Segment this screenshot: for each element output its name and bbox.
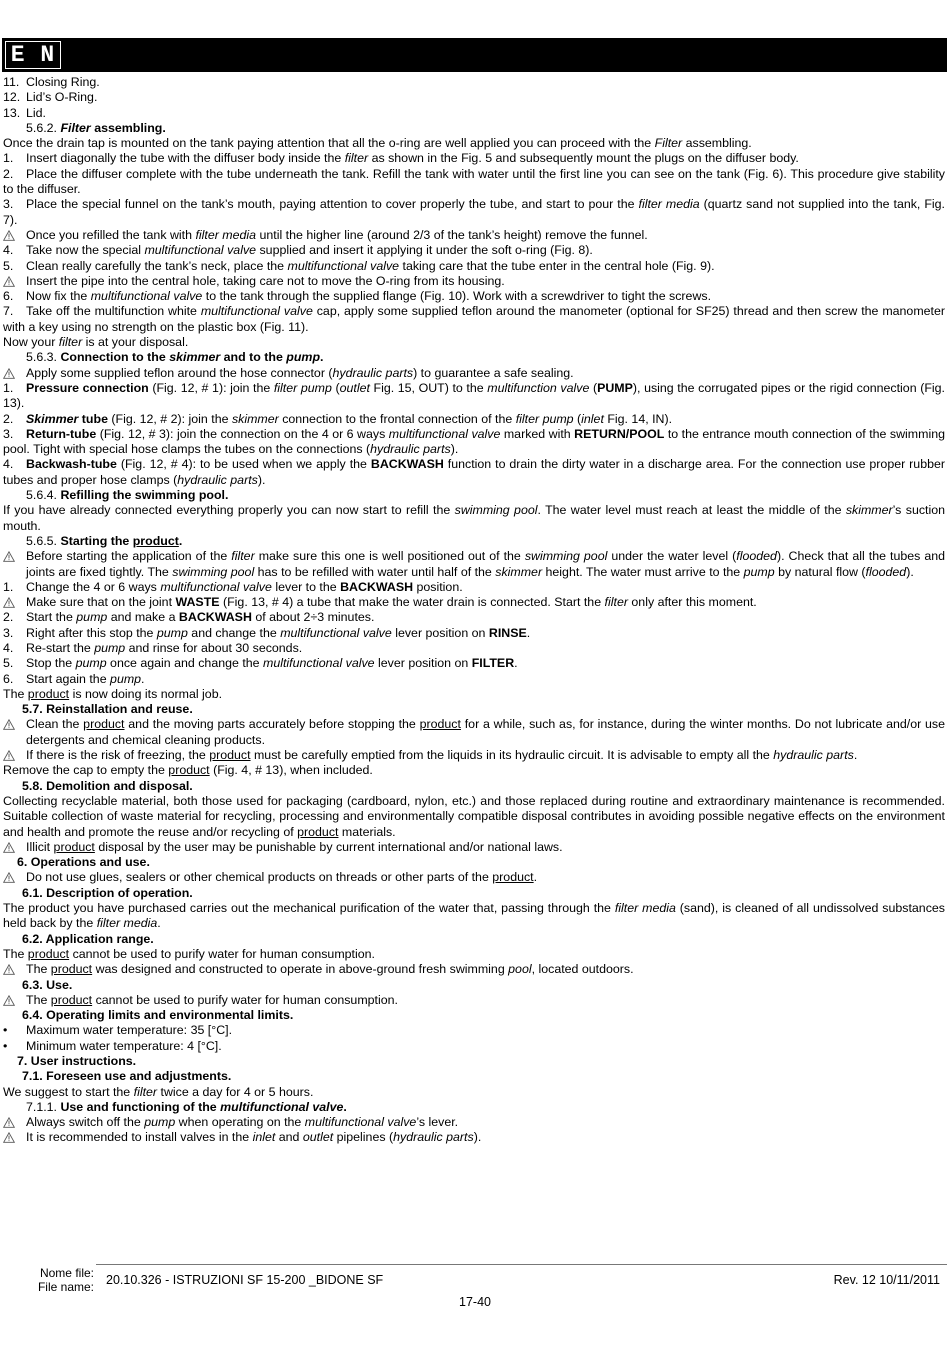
subsection-title: Refilling the swimming pool. xyxy=(60,488,229,503)
paragraph xyxy=(3,794,945,840)
line-text: Collecting recyclable material, both those used for packaging (cardboard, nylon, etc.) and those replaced during routine and extraordinary maintenance is recommended. Suitable collection of waste material for recycling, processing and environmentally compatible disposal contributes in avoiding possible negative effects on the environment and health and promote the reuse and/or recycling of product materials. xyxy=(3,793,945,839)
paragraph xyxy=(3,503,945,534)
line-text: Do not use glues, sealers or other chemical products on threads or other parts of the product. xyxy=(26,870,538,885)
list-marker: 3. xyxy=(3,197,14,212)
line-text: Now fix the multifunctional valve to the tank through the supplied flange (Fig. 10). Work with a screwdriver to tight the screws. xyxy=(26,289,712,304)
list-marker: 5. xyxy=(3,656,14,671)
subsection-heading xyxy=(3,350,945,365)
list-item xyxy=(3,626,945,641)
paragraph xyxy=(3,763,945,778)
line-text: If you have already connected everything properly you can now start to refill the swimming pool. The water level must reach at least the middle of the skimmer’s suction mouth. xyxy=(3,503,946,533)
line-text: 7.1. Foreseen use and adjustments. xyxy=(22,1069,232,1084)
language-code: E N xyxy=(5,41,61,69)
line-text: Take now the special multifunctional valve supplied and insert it applying it under the soft o-ring (Fig. 8). xyxy=(26,243,593,258)
list-item xyxy=(3,197,945,228)
list-item xyxy=(3,580,945,595)
line-text: We suggest to start the filter twice a day for 4 or 5 hours. xyxy=(3,1084,314,1099)
document-body xyxy=(3,75,945,1146)
line-text: Clean really carefully the tank’s neck, place the multifunctional valve taking care that the tube enter in the central hole (Fig. 9). xyxy=(26,258,715,273)
bullet-marker: • xyxy=(3,1038,8,1053)
subsection-number: 5.6.2. xyxy=(26,120,61,135)
warning-icon xyxy=(3,276,15,287)
warning-icon xyxy=(3,719,15,730)
page-number: 17-40 xyxy=(459,1295,491,1309)
warning-icon xyxy=(3,368,15,379)
line-text: 6. Operations and use. xyxy=(17,855,150,870)
line-text: 6.3. Use. xyxy=(22,977,73,992)
section-heading xyxy=(3,978,945,993)
subsection-title: Filter assembling. xyxy=(60,120,166,135)
line-text: Maximum water temperature: 35 [°C]. xyxy=(26,1023,233,1038)
list-marker: 4. xyxy=(3,640,14,655)
file-name-label-en: File name: xyxy=(37,1280,94,1294)
warning-icon xyxy=(3,964,15,975)
line-text: Apply some supplied teflon around the hose connector (hydraulic parts) to guarantee a safe sealing. xyxy=(26,365,574,380)
line-text: Start again the pump. xyxy=(26,671,145,686)
list-marker: 2. xyxy=(3,610,14,625)
paragraph xyxy=(3,947,945,962)
list-item xyxy=(3,457,945,488)
warning-note xyxy=(3,717,945,748)
list-item xyxy=(3,672,945,687)
list-item xyxy=(3,90,945,105)
line-text: The product is now doing its normal job. xyxy=(3,686,223,701)
list-item xyxy=(3,75,945,90)
line-text: Right after this stop the pump and change the multifunctional valve lever position on RINSE. xyxy=(26,625,531,640)
line-text: Start the pump and make a BACKWASH of about 2÷3 minutes. xyxy=(26,610,375,625)
bullet-marker: • xyxy=(3,1023,8,1038)
section-heading xyxy=(3,886,945,901)
list-item xyxy=(3,1023,945,1038)
paragraph xyxy=(3,687,945,702)
list-item xyxy=(3,412,945,427)
line-text: Skimmer tube (Fig. 12, # 2): join the skimmer connection to the frontal connection of the filter pump (inlet Fig. 14, IN). xyxy=(26,411,673,426)
subsection-number: 5.6.4. xyxy=(26,488,61,503)
list-marker: 12. xyxy=(3,90,21,105)
warning-note xyxy=(3,962,945,977)
section-heading xyxy=(3,1054,945,1069)
line-text: Now your filter is at your disposal. xyxy=(3,335,189,350)
list-marker: 13. xyxy=(3,105,21,120)
warning-icon xyxy=(3,750,15,761)
list-item xyxy=(3,289,945,304)
line-text: Re-start the pump and rinse for about 30 seconds. xyxy=(26,640,303,655)
warning-note xyxy=(3,993,945,1008)
list-marker: 4. xyxy=(3,457,14,472)
warning-note xyxy=(3,840,945,855)
line-text: 6.4. Operating limits and environmental limits. xyxy=(22,1008,294,1023)
line-text: Insert diagonally the tube with the diffuser body inside the filter as shown in the Fig. 5 and subsequently mount the plugs on the diffuser body. xyxy=(26,151,799,166)
line-text: Before starting the application of the filter make sure this one is well positioned out of the swimming pool under the water level (flooded). Check that all the tubes and joints are fixed tightly. The swimming pool has to be refilled with water until half of the skimmer height. The water must arrive to the pump by natural flow (flooded). xyxy=(26,549,946,579)
list-marker: 1. xyxy=(3,380,14,395)
line-text: The product cannot be used to purify water for human consumption. xyxy=(3,946,375,961)
subsection-title: Connection to the skimmer and to the pump. xyxy=(60,350,324,365)
line-text: Stop the pump once again and change the multifunctional valve lever position on FILTER. xyxy=(26,656,518,671)
list-item xyxy=(3,259,945,274)
page-footer xyxy=(0,1262,950,1322)
file-name: 20.10.326 - ISTRUZIONI SF 15-200 _BIDONE SF xyxy=(106,1273,384,1287)
line-text: 6.2. Application range. xyxy=(22,931,154,946)
list-item xyxy=(3,167,945,198)
list-item xyxy=(3,656,945,671)
line-text: Backwash-tube (Fig. 12, # 4): to be used when we apply the BACKWASH function to drain the dirty water in a discharge area. For the connection use proper rubber tubes and proper hose clamps (hydraulic parts). xyxy=(3,457,945,487)
section-heading xyxy=(3,1008,945,1023)
paragraph xyxy=(3,1085,945,1100)
line-text: 5.7. Reinstallation and reuse. xyxy=(22,702,193,717)
line-text: Clean the product and the moving parts accurately before stopping the product for a while, such as, for instance, during the winter months. Do not lubricate and/or use detergents and chemical cleaning products. xyxy=(26,717,946,747)
subsection-number: 5.6.3. xyxy=(26,350,61,365)
list-marker: 1. xyxy=(3,151,14,166)
line-text: 5.8. Demolition and disposal. xyxy=(22,778,193,793)
line-text: Return-tube (Fig. 12, # 3): join the connection on the 4 or 6 ways multifunctional valve marked with RETURN/POOL to the entrance mouth connection of the swimming pool. Tight with special hose clamps the tubes on the connections (hydraulic parts). xyxy=(3,426,945,457)
section-heading xyxy=(3,779,945,794)
subsection-number: 5.6.5. xyxy=(26,533,61,548)
subsection-title: Starting the product. xyxy=(60,533,183,548)
line-text: Minimum water temperature: 4 [°C]. xyxy=(26,1038,222,1053)
list-item xyxy=(3,1039,945,1054)
paragraph xyxy=(3,136,945,151)
warning-note xyxy=(3,595,945,610)
subsection-number: 7.1.1. xyxy=(26,1099,61,1114)
line-text: Once the drain tap is mounted on the tank paying attention that all the o-ring are well applied you can proceed with the Filter assembling. xyxy=(3,136,752,151)
list-item xyxy=(3,304,945,335)
list-marker: 6. xyxy=(3,289,14,304)
line-text: Place the diffuser complete with the tube underneath the tank. Refill the tank with water until the first line you can see on the tank (Fig. 6). This procedure give stability to the diffuser. xyxy=(3,166,945,197)
line-text: Change the 4 or 6 ways multifunctional valve lever to the BACKWASH position. xyxy=(26,579,463,594)
line-text: Once you refilled the tank with filter media until the higher line (around 2/3 of the tank’s height) remove the funnel. xyxy=(26,227,648,242)
warning-note xyxy=(3,228,945,243)
line-text: It is recommended to install valves in the inlet and outlet pipelines (hydraulic parts). xyxy=(26,1130,482,1145)
subsection-heading xyxy=(3,1100,945,1115)
warning-icon xyxy=(3,230,15,241)
language-header-bar xyxy=(2,38,947,72)
list-marker: 6. xyxy=(3,671,14,686)
revision: Rev. 12 10/11/2011 xyxy=(833,1273,940,1287)
file-name-label-it: Nome file: xyxy=(39,1266,94,1280)
warning-icon xyxy=(3,1117,15,1128)
line-text: Make sure that on the joint WASTE (Fig. 13, # 4) a tube that make the water drain is connected. Start the filter only after this moment. xyxy=(26,595,757,610)
warning-note xyxy=(3,549,945,580)
list-item xyxy=(3,106,945,121)
list-marker: 11. xyxy=(3,75,20,89)
list-item xyxy=(3,427,945,458)
line-text: Pressure connection (Fig. 12, # 1): join the filter pump (outlet Fig. 15, OUT) to the multifunction valve (PUMP), using the corrugated pipes or the rigid connection (Fig. 13). xyxy=(3,380,945,411)
section-heading xyxy=(3,855,945,870)
paragraph xyxy=(3,335,945,350)
list-marker: 3. xyxy=(3,426,14,441)
section-heading xyxy=(3,932,945,947)
warning-note xyxy=(3,870,945,885)
list-marker: 7. xyxy=(3,304,14,319)
line-text: The product cannot be used to purify water for human consumption. xyxy=(26,992,398,1007)
line-text: Lid. xyxy=(26,105,46,120)
list-marker: 2. xyxy=(3,411,14,426)
warning-icon xyxy=(3,551,15,562)
warning-icon xyxy=(3,597,15,608)
list-item xyxy=(3,151,945,166)
list-marker: 3. xyxy=(3,625,14,640)
line-text: 7. User instructions. xyxy=(17,1054,137,1068)
warning-note xyxy=(3,1115,945,1130)
list-marker: 4. xyxy=(3,243,14,258)
list-item xyxy=(3,641,945,656)
section-heading xyxy=(3,1069,945,1084)
paragraph xyxy=(3,901,945,932)
section-heading xyxy=(3,702,945,717)
subsection-heading xyxy=(3,121,945,136)
file-name-label xyxy=(20,1266,94,1294)
warning-note xyxy=(3,274,945,289)
line-text: The product you have purchased carries out the mechanical purification of the water that, passing through the filter media (sand), is cleaned of all undissolved substances held back by the filter media. xyxy=(3,901,945,931)
list-marker: 5. xyxy=(3,258,14,273)
warning-icon xyxy=(3,842,15,853)
list-item xyxy=(3,381,945,412)
warning-note xyxy=(3,366,945,381)
line-text: Illicit product disposal by the user may be punishable by current international and/or national laws. xyxy=(26,839,563,854)
line-text: Place the special funnel on the tank’s mouth, paying attention to cover properly the tube, and start to pour the filter media (quartz sand not supplied into the tank, Fig. 7). xyxy=(3,197,945,227)
list-marker: 2. xyxy=(3,166,14,181)
warning-note xyxy=(3,1130,945,1145)
line-text: Closing Ring. xyxy=(26,75,100,89)
list-marker: 1. xyxy=(3,579,14,594)
subsection-heading xyxy=(3,488,945,503)
list-item xyxy=(3,610,945,625)
line-text: Always switch off the pump when operating on the multifunctional valve’s lever. xyxy=(26,1115,459,1130)
warning-icon xyxy=(3,1132,15,1143)
line-text: 6.1. Description of operation. xyxy=(22,885,193,900)
warning-icon xyxy=(3,995,15,1006)
footer-rule xyxy=(96,1264,947,1265)
line-text: Take off the multifunction white multifunctional valve cap, apply some supplied teflon around the manometer (optional for SF25) thread and then screw the manometer with a key using no strength on the plastic box (Fig. 11). xyxy=(3,304,945,334)
list-item xyxy=(3,243,945,258)
line-text: If there is the risk of freezing, the product must be carefully emptied from the liquids in its hydraulic circuit. It is advisable to empty all the hydraulic parts. xyxy=(26,748,858,763)
warning-icon xyxy=(3,872,15,883)
subsection-title: Use and functioning of the multifunctional valve. xyxy=(60,1099,347,1114)
line-text: The product was designed and constructed to operate in above-ground fresh swimming pool, located outdoors. xyxy=(26,962,634,977)
warning-note xyxy=(3,748,945,763)
subsection-heading xyxy=(3,534,945,549)
line-text: Insert the pipe into the central hole, taking care not to move the O-ring from its housing. xyxy=(26,273,505,288)
line-text: Lid’s O-Ring. xyxy=(26,90,98,105)
line-text: Remove the cap to empty the product (Fig. 4, # 13), when included. xyxy=(3,763,373,778)
